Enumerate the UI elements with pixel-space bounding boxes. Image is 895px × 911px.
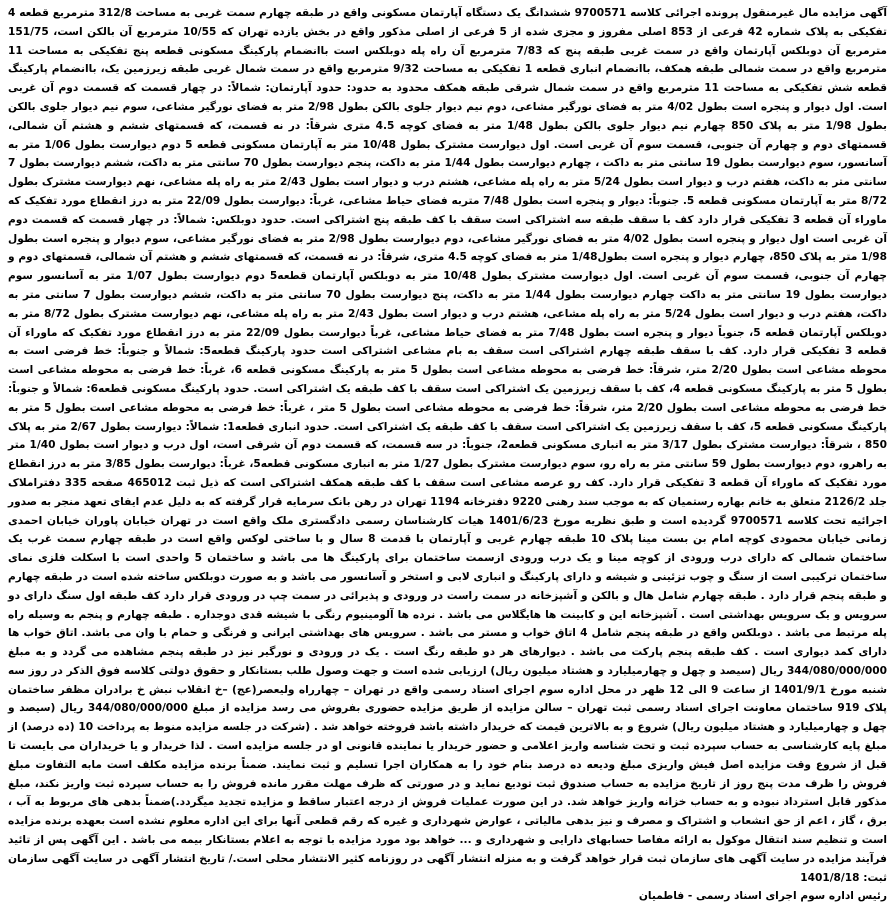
notice-body: آگهی مزایده مال غیرمنقول پرونده اجرائی کلاسه 9700571 ششدانگ یک دستگاه آپارتمان مسکونی واقع در طبقه چهارم سمت غربی به مساحت 312/8 مترمربع قطعه 4 تفکیکی به پلاک شماره 42 فرعی از 853 اصلی مفروز و مجزی شده از 5 فرعی از اصلی مذکور واقع در بخش یازده تهران که 10/55 مترمربع آن بالکن است، 151/75 مترمربع آن دوبلکس آپارتمان واقع در سمت غربی طبقه پنج که 7/83 مترمربع آن راه پله دوبلکس است باانضمام پارکینگ مسکونی قطعه پنج تفکیکی به مساحت 11 مترمربع واقع در سمت شمالی طبقه همکف، باانضمام انباری قطعه 1 تفکیکی به مساحت 9/32 مترمربع واقع در سمت شمال غربی طبقه زیرزمین یک، باانضمام پارکینگ قطعه شش تفکیکی به مساحت 11 مترمربع واقع در سمت شمال شرقی طبقه همکف محدود به حدود: حدود آپارتمان: شمالاً: در چهار قسمت که قسمت دوم آن غربی است. اول دیوار و پنجره است بطول 4/02 متر به فضای نورگیر مشاعی، دوم نیم دیوار جلوی بالکن بطول 2/98 متر به فضای نورگیر مشاعی، سوم نیم دیوار جلوی بالکن بطول 1/98 متر به پلاک 850 چهارم نیم دیوار جلوی بالکن بطول 1/48 متر به فضای کوچه 4.5 متری شرقاً: در نه قسمت، که قسمتهای ششم و هشتم آن شمالی، قسمتهای دوم و چهارم آن جنوبی، قسمت سوم آن غربی است. اول دیوارست مشترک بطول 10/48 متر به آپارتمان مسکونی قطعه 5 دوم دیوارست بطول 1/06 متر به آسانسور، سوم دیوارست بطول 19 سانتی متر به داکت ، چهارم دیوارست بطول 1/44 متر به داکت، پنجم دیوارست بطول 70 سانتی متر به داکت، ششم دیوارست بطول 7 سانتی متر به داکت، هفتم درب و دیوار است بطول 5/24 متر به راه پله مشاعی، هشتم درب و دیوار است بطول 2/43 متر به راه پله مشاعی، نهم دیوارست مشترک بطول 8/72 متر به آپارتمان مسکونی قطعه 5. جنوباً: دیوار و پنجره است بطول 7/48 متربه فضای حیاط مشاعی، غرباً: دیوارست بطول 22/09 متر به درز انقطاع مورد تفکیک که ماوراء آن قطعه 3 تفکیکی قرار دارد کف با سقف طبقه سه اشتراکی است سقف با کف طبقه پنج اشتراکی است. حدود دوبلکس: شمالاً: در چهار قسمت که قسمت دوم آن غربی است اول دیوار و پنجره است بطول 4/02 متر به فضای نورگیر مشاعی، دوم دیوارست بطول 2/98 متر به فضای نورگیر مشاعی، سوم دیوار و پنجره است بطول 1/98 متر به پلاک 850، چهارم دیوار و پنجره است بطول1/48 متر به فضای کوچه 4.5 متری، شرقاً: در نه قسمت، که قسمتهای ششم و هشتم آن شمالی، قسمتهای دوم و چهارم آن جنوبی، قسمت سوم آن غربی است. اول دیوارست مشترک بطول 10/48 متر به دوبلکس آپارتمان قطعه5 دوم دیوارست بطول 1/07 متر به آسانسور سوم دیوارست بطول 19 سانتی متر به داکت چهارم دیوارست بطول 1/44 متر به داکت، پنج دیوارست بطول 70 سانتی متر به داکت، ششم دیوارست بطول 7 سانتی متر به داکت، هفتم درب و دیوار است بطول 5/24 متر به راه پله مشاعی، هشتم درب و دیوار است بطول 2/43 متر به راه پله مشاعی، نهم دیوارست مشترک بطول 8/72 متر به دوبلکس آپارتمان قطعه 5، جنوباً دیوار و پنجره است بطول 7/48 متر به فضای حیاط مشاعی، غرباً دیوارست بطول 22/09 متر به درز انقطاع مورد تفکیک که ماوراء آن قطعه 3 تفکیکی قرار دارد. کف با سقف طبقه چهارم اشتراکی است سقف به بام مشاعی اشتراکی است حدود پارکینگ قطعه5: شمالاً و جنوباً: خط فرضی است به محوطه مشاعی است بطول 2/20 متر، شرقاً: خط فرضی به محوطه مشاعی است بطول 5 متر به پارکینگ مسکونی قطعه 6، غرباً: خط فرضی به محوطه مشاعی است بطول 5 متر به پارکینگ مسکونی قطعه 4، کف با سقف زیرزمین یک اشتراکی است سقف با کف طبقه یک اشتراکی است. حدود پارکینگ مسکونی قطعه6: شمالاً و جنوباً: خط فرضی به محوطه مشاعی است بطول 2/20 متر، شرقاً: خط فرضی به محوطه مشاعی است بطول 5 متر ، غرباً: خط فرضی به محوطه مشاعی است بطول 5 متر به پارکینگ مسکونی قطعه 5، کف با سقف زیرزمین یک اشتراکی است سقف با کف طبقه یک اشتراکی است. حدود انباری قطعه1: شمالاً: دیوارست بطول 2/67 متر به پلاک 850 ، شرقاً: دیوارست مشترک بطول 3/17 متر به انباری مسکونی قطعه2، جنوباً: در سه قسمت، که قسمت دوم آن شرقی است، اول درب و دیوار است بطول 1/40 متر به راهرو، دوم دیوارست بطول 59 سانتی متر به راه رو، سوم دیوارست مشترک بطول 1/27 متر به انباری مسکونی قطعه5، غرباً: دیوارست بطول 3/85 متر به درز انقطاع مورد تفکیک که ماوراء آن قطعه 3 تفکیکی قرار دارد. کف رو عرصه مشاعی است سقف با کف طبقه همکف اشتراکی است که ذیل ثبت 465012 صفحه 335 دفتراملاک جلد 2126/2 متعلق به خانم بهاره رستمیان که به موجب سند رهنی 9220 دفترخانه 1194 تهران در رهن بانک سرمایه قرار گرفته که به دلیل عدم ایفای تعهد منجر به صدور اجرائیه تحت کلاسه 9700571 گردیده است و طبق نظریه مورخ 1401/6/23 هیات کارشناسان رسمی دادگستری ملک واقع است در تهران خیابان پاوران خیابان احمدی زمانی خیابان محمودی کوچه امام بن بست مینا پلاک 10 طبقه چهارم غربی و آپارتمان با قدمت 8 سال و با ساختی لوکس واقع است در طبقه چهارم سمت غرب یک ساختمان شمالی که دارای درب ورودی از کوچه مینا و یک درب ورودی ازسمت ساختمان برای پارکینگ ها می باشد و ساختمان 5 واحدی است با اسکلت فلزی نمای ساختمان ترکیبی است از سنگ و چوب تزئینی و شیشه و دارای پارکینگ و انباری لابی و استخر و آسانسور می باشد و به صورت دوبلکس ساخته شده است در طبقه چهارم و طبقه پنجم قرار دارد . طبقه چهارم شامل هال و بالکن و آشپزخانه در سمت راست در ورودی و پذیرائی در سمت چپ در ورودی قرار دارد کف طبقه اول سنگ دارای دو سرویس و یک سرویس بهداشتی است . آشپزخانه این و کابینت ها هایگلاس می باشد . نرده ها آلومینیوم رنگی با شیشه قدی دوجداره . طبقه چهارم و پنجم به وسیله راه پله مرتبط می باشد . دوبلکس واقع در طبقه پنجم شامل 4 اتاق خواب و مستر می باشد . سرویس های بهداشتی ایرانی و فرنگی و حمام با وان می باشد. اتاق خواب ها دارای کمد دیواری است . کف طبقه پنجم پارکت می باشد . دیوارهای هر دو طبقه رنگ است . یک در ورودی و نورگیر نیز در طبقه پنجم مشاهده می گردد و به مبلغ 344/080/000/000 ریال (سیصد و چهل و چهارمیلیارد و هشتاد میلیون ریال) ارزیابی شده است و جهت وصول طلب بستانکار و حقوق دولتی کلاسه فوق الذکر در روز سه شنبه مورخ 1401/9/1 از ساعت 9 الی 12 ظهر در محل اداره سوم اجرای اسناد رسمی واقع در تهران – چهارراه ولیعصر(عج) –خ انقلاب نبش خ برادران مظفر ساختمان پلاک 919 ساختمان معاونت اجرای اسناد رسمی ثبت تهران – سالن مزایده از طریق مزایده حضوری بفروش می رسد مزایده از مبلغ 344/080/000/000 ریال (سیصد و چهل و چهارمیلیارد و هشتاد میلیون ریال) شروع و به بالاترین قیمت که خریدار داشته باشد فروخته خواهد شد . (شرکت در جلسه مزایده منوط به پرداخت 10 (ده درصد) از مبلغ پایه کارشناسی به حساب سپرده ثبت و تحت شناسه واریز اعلامی و حضور خریدار یا نماینده قانونی او در جلسه مزایده است . لذا خریدار و یا خریداران می بایست تا قبل از شروع وقت مزایده اصل فیش واریزی مبلغ ودیعه ده درصد بنام خود را به همکاران اجرا تسلیم و ثبت نمایند. ضمناً برنده مزایده مکلف است مابه التفاوت مبلغ فروش را ظرف مدت پنج روز از تاریخ مزایده به حساب صندوق ثبت تودیع نماید و در صورتی که ظرف مهلت مقرر مانده فروش را به حساب سپرده ثبت واریز نکند، مبلغ مذکور قابل استرداد نبوده و به حساب خزانه واریز خواهد شد. در این صورت عملیات فروش از درجه اعتبار ساقط و مزایده تجدید میگردد.)ضمناً بدهی های مربوط به آب ، برق ، گاز ، اعم از حق انشعاب و اشتراک و مصرف و نیز بدهی مالیاتی ، عوارض شهرداری و غیره که رقم قطعی آنها برای این اداره معلوم نشده است بعهده برنده مزایده است و تنظیم سند انتقال موکول به ارائه مفاصا حسابهای دارایی و شهرداری و ... خواهد بود مورد مزایده با توجه به اعلام بستانکار بیمه می باشد . این آگهی پس از تائید فرآیند مزایده در سایت آگهی های سازمان ثبت قرار خواهد گرفت و به منزله انتشار آگهی در روزنامه کثیر الانتشار محلی است./ تاریخ انتشار آگهی در سایت آگهی سازمان ثبت: 1401/8/18 xyxy=(8,7,888,884)
notice-signature: رئیس اداره سوم اجرای اسناد رسمی - فاطمیان xyxy=(638,890,887,903)
